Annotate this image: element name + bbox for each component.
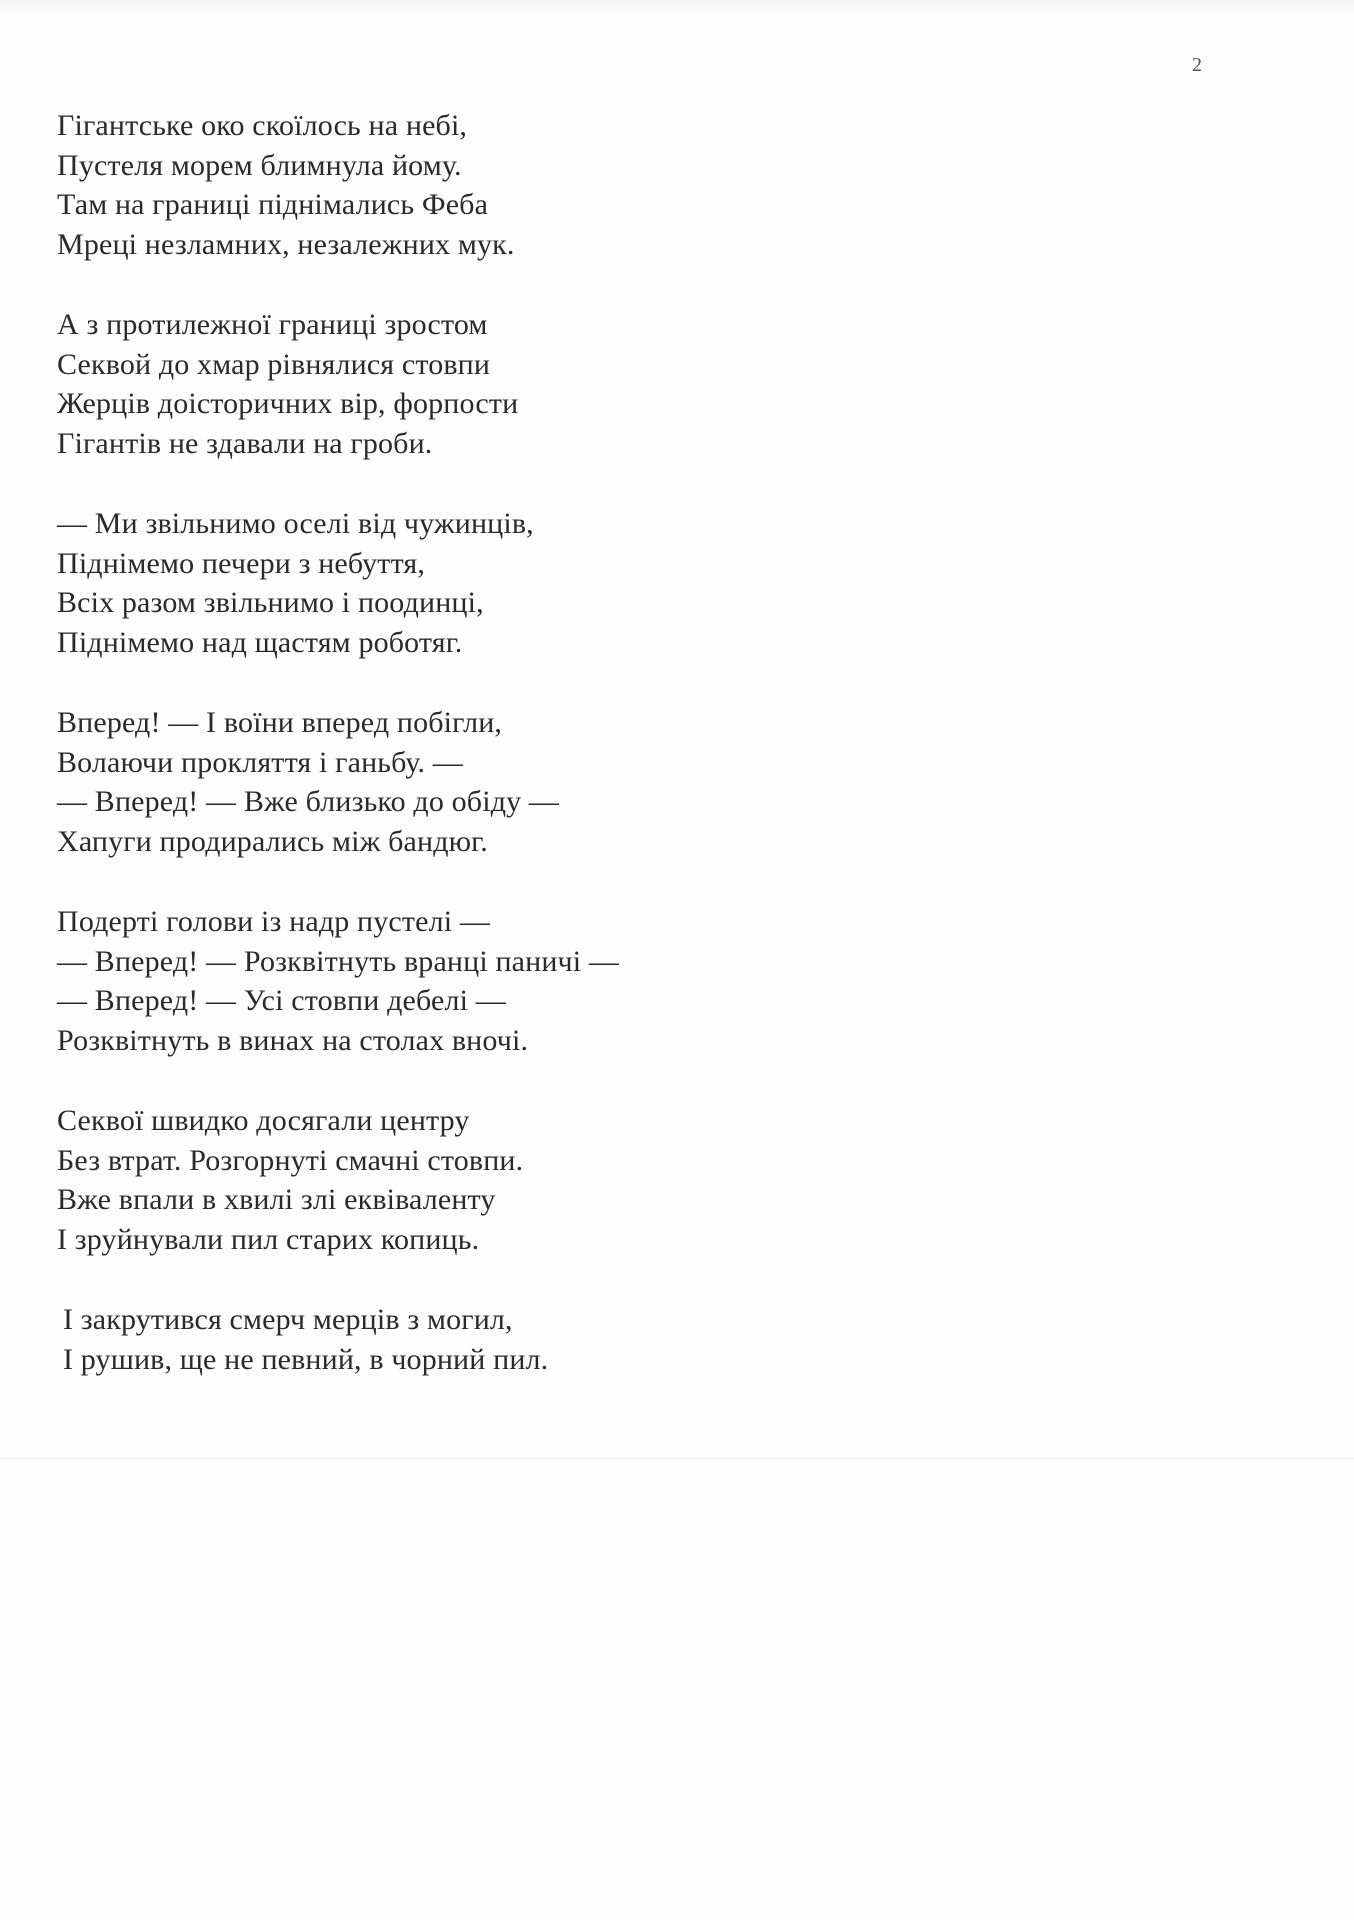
poem-line: Вперед! — І воїни вперед побігли,: [57, 706, 503, 739]
poem-line: Подерті голови із надр пустелі —: [57, 905, 491, 938]
stanza-6: [57, 1101, 957, 1259]
poem-line: — Вперед! — Усі стовпи дебелі —: [57, 984, 506, 1017]
poem-line: Хапуги продирались між бандюг.: [57, 824, 488, 858]
stanza-2: [57, 305, 957, 463]
poem-line: Пустеля морем блимнула йому.: [57, 148, 462, 182]
poem-line: І рушив, ще не певний, в чорний пил.: [63, 1342, 549, 1376]
scan-fold-line: [0, 1458, 1354, 1459]
stanza-3: [57, 504, 957, 662]
poem-line: Піднімемо печери з небуття,: [57, 546, 426, 580]
poem-line: Піднімемо над щастям роботяг.: [57, 625, 463, 659]
poem-line: І закрутився смерч мерців з могил,: [63, 1303, 513, 1336]
poem-line: Секвой до хмар рівнялися стовпи: [57, 347, 491, 381]
poem-line: А з протилежної границі зростом: [57, 308, 488, 341]
poem-line: Волаючи прокляття і ганьбу. —: [57, 745, 463, 779]
poem-line: Жерців доісторичних вір, форпости: [57, 387, 519, 420]
stanza-1: [57, 106, 957, 264]
poem-line: Мреці незламних, незалежних мук.: [57, 227, 515, 261]
poem-line: — Вперед! — Вже близько до обіду —: [57, 785, 560, 818]
poem-line: Всіх разом звільнимо і поодинці,: [57, 586, 484, 619]
stanza-4: [57, 703, 957, 861]
poem-line: Там на границі піднімались Феба: [57, 188, 489, 221]
poem-line: Без втрат. Розгорнуті смачні стовпи.: [57, 1143, 524, 1177]
poem-line: — Ми звільнимо оселі від чужинців,: [57, 507, 534, 540]
poem-line: І зруйнували пил старих копиць.: [57, 1222, 480, 1256]
poem-line: Гігантів не здавали на гроби.: [57, 426, 433, 460]
stanza-7: [57, 1300, 957, 1379]
scan-edge-shading: [0, 0, 1354, 14]
poem-line: Вже впали в хвилі злі еквіваленту: [57, 1183, 496, 1216]
poem-line: Секвої швидко досягали центру: [57, 1104, 470, 1137]
poem-line: — Вперед! — Розквітнуть вранці паничі —: [57, 944, 620, 978]
poem-body: [57, 106, 957, 1420]
poem-line: Розквітнуть в винах на столах вночі.: [57, 1023, 529, 1057]
page-number: 2: [1192, 54, 1202, 76]
stanza-5: [57, 902, 957, 1060]
poem-line: Гігантське око скоїлось на небі,: [57, 109, 468, 142]
